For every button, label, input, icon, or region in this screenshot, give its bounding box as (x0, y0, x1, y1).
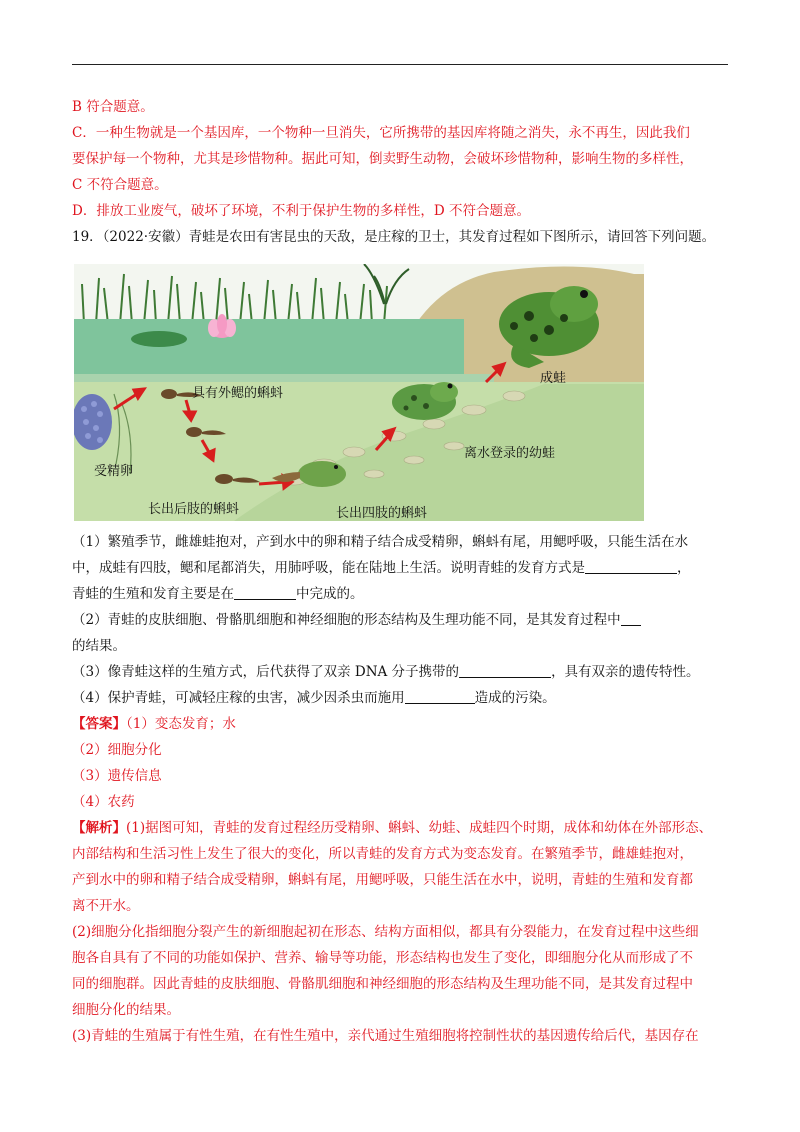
answer-4: （4）农药 (72, 794, 135, 810)
question-1-line2 (72, 555, 732, 581)
analysis-line-1 (72, 815, 732, 841)
question-1-line1: （1）繁殖季节，雌雄蛙抱对，产到水中的卵和精子结合成受精卵，蝌蚪有尾，用鳃呼吸，只能生活在水 (72, 534, 689, 550)
label-adult-frog: 成蛙 (540, 371, 567, 386)
analysis-p1-line3: 产到水中的卵和精子结合成受精卵，蝌蚪有尾，用鳃呼吸，只能生活在水中，说明，青蛙的生殖和发育都 (72, 872, 693, 888)
question-3-text: （3）像青蛙这样的生殖方式，后代获得了双亲 DNA 分子携带的 (72, 664, 460, 680)
prev-option-c-line1: C．一种生物就是一个基因库，一个物种一旦消失，它所携带的基因库将随之消失，永不再生，因此我们 (72, 125, 690, 141)
header-rule (72, 64, 728, 65)
label-fertilized-egg: 受精卵 (94, 464, 134, 479)
label-tadpole-with-gills: 具有外鳃的蝌蚪 (192, 386, 284, 401)
question-1-line3-end: 中完成的。 (296, 586, 364, 602)
question-1-line2-end: ， (677, 560, 691, 576)
answer-line-1 (72, 711, 732, 737)
answer-1: （1）变态发育；水 (126, 716, 236, 732)
analysis-p1-line1: (1)据图可知，青蛙的发育过程经历受精卵、蝌蚪、幼蛙、成蛙四个时期，成体和幼体在外部形态、 (126, 820, 713, 836)
prev-option-c-line3: C 不符合题意。 (72, 177, 168, 193)
answer-blank-2 (234, 585, 296, 600)
frog-life-cycle-figure (74, 264, 644, 521)
answer-blank-1 (585, 559, 677, 574)
label-young-frog: 离水登录的幼蛙 (464, 446, 556, 461)
prev-option-d: D．排放工业废气，破坏了环境，不利于保护生物的多样性，D 不符合题意。 (72, 203, 530, 219)
label-tadpole-four-limbs: 长出四肢的蝌蚪 (336, 506, 428, 521)
lily-pad-icon (131, 331, 187, 347)
analysis-p3-line1: (3)青蛙的生殖属于有性生殖，在有性生殖中，亲代通过生殖细胞将控制性状的基因遗传给后代，基因存在 (72, 1028, 699, 1044)
question-3 (72, 659, 732, 685)
analysis-p2-line4: 细胞分化的结果。 (72, 1002, 180, 1018)
question-4-text: （4）保护青蛙，可减轻庄稼的虫害，减少因杀虫而施用 (72, 690, 405, 706)
prev-option-c-line2: 要保护每一个物种，尤其是珍惜物种。据此可知，倒卖野生动物，会破坏珍惜物种，影响生物的多样性， (72, 151, 693, 167)
answer-blank-3 (621, 611, 641, 626)
analysis-tag: 【解析】 (72, 820, 126, 836)
question-3-end: ，具有双亲的遗传特性。 (551, 664, 700, 680)
analysis-p2-line3: 同的细胞群。因此青蛙的皮肤细胞、骨骼肌细胞和神经细胞的形态结构及生理功能不同，是其发育过程中 (72, 976, 693, 992)
page-content (72, 94, 732, 1049)
analysis-p2-line2: 胞各自具有了不同的功能如保护、营养、输导等功能，形态结构也发生了变化，即细胞分化从而形成了不 (72, 950, 693, 966)
analysis-p1-line4: 离不开水。 (72, 898, 140, 914)
question-1-line3 (72, 581, 732, 607)
analysis-p1-line2: 内部结构和生活习性上发生了很大的变化，所以青蛙的发育方式为变态发育。在繁殖季节，雌雄蛙抱对， (72, 846, 693, 862)
question-2-line1-text: （2）青蛙的皮肤细胞、骨骼肌细胞和神经细胞的形态结构及生理功能不同，是其发育过程中 (72, 612, 621, 628)
question-1-line3-text: 青蛙的生殖和发育主要是在 (72, 586, 234, 602)
answer-tag: 【答案】 (72, 716, 126, 732)
prev-option-b: B 符合题意。 (72, 99, 154, 115)
question-2-line1 (72, 607, 732, 633)
question-4-end: 造成的污染。 (474, 690, 556, 706)
answer-3: （3）遗传信息 (72, 768, 162, 784)
label-tadpole-hind-limbs: 长出后肢的蝌蚪 (148, 502, 240, 517)
question-1-line2-text: 中，成蛙有四肢，鳃和尾都消失，用肺呼吸，能在陆地上生活。说明青蛙的发育方式是 (72, 560, 585, 576)
question-4 (72, 685, 732, 711)
analysis-p2-line1: (2)细胞分化指细胞分裂产生的新细胞起初在形态、结构方面相似，都具有分裂能力，在发育过程中这些细 (72, 924, 699, 940)
question-2-line2: 的结果。 (72, 638, 126, 654)
answer-blank-4 (459, 663, 551, 678)
water-surface (74, 319, 464, 379)
answer-blank-5 (405, 689, 475, 704)
frog-life-cycle-illustration (74, 264, 644, 521)
question-stem: 19．（2022·安徽）青蛙是农田有害昆虫的天敌，是庄稼的卫士，其发育过程如下图所示，请回答下列问题。 (72, 229, 716, 245)
answer-2: （2）细胞分化 (72, 742, 162, 758)
